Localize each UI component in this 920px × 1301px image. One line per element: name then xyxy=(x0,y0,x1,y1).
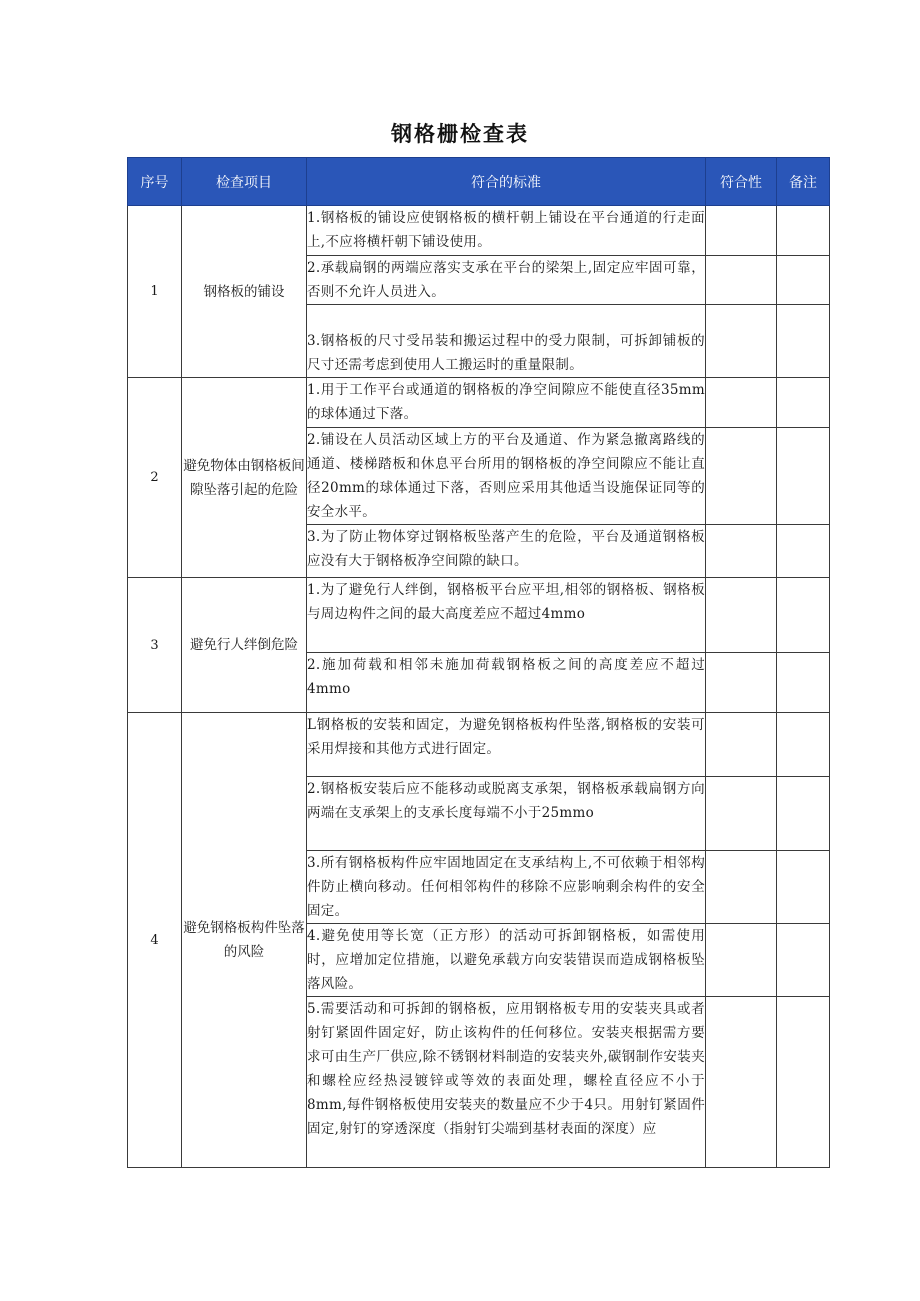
table-header-row xyxy=(128,158,830,206)
remark-cell[interactable] xyxy=(777,256,830,305)
conform-cell[interactable] xyxy=(706,924,777,997)
header-standard: 符合的标准 xyxy=(307,158,706,206)
table-row xyxy=(128,713,830,777)
remark-cell[interactable] xyxy=(777,997,830,1168)
standard-cell: 1.用于工作平台或通道的钢格板的净空间隙应不能使直径35mm的球体通过下落。 xyxy=(307,378,706,428)
standard-cell: L钢格板的安装和固定，为避免钢格板构件坠落,钢格板的安装可采用焊接和其他方式进行固定。 xyxy=(307,713,706,777)
seq-cell: 1 xyxy=(128,206,182,378)
remark-cell[interactable] xyxy=(777,378,830,428)
inspection-table xyxy=(127,157,830,1168)
conform-cell[interactable] xyxy=(706,713,777,777)
remark-cell[interactable] xyxy=(777,578,830,653)
conform-cell[interactable] xyxy=(706,777,777,851)
table-row xyxy=(128,378,830,428)
seq-cell: 4 xyxy=(128,713,182,1168)
table-row xyxy=(128,206,830,256)
conform-cell[interactable] xyxy=(706,428,777,525)
remark-cell[interactable] xyxy=(777,653,830,713)
item-cell: 避免行人绊倒危险 xyxy=(182,578,307,713)
remark-cell[interactable] xyxy=(777,525,830,578)
standard-cell: 1.为了避免行人绊倒，钢格板平台应平坦,相邻的钢格板、钢格板与周边构件之间的最大高度差应不超过4mmo xyxy=(307,578,706,653)
remark-cell[interactable] xyxy=(777,851,830,924)
conform-cell[interactable] xyxy=(706,851,777,924)
standard-cell: 2.承载扁钢的两端应落实支承在平台的梁架上,固定应牢固可靠，否则不允许人员进入。 xyxy=(307,256,706,305)
remark-cell[interactable] xyxy=(777,305,830,378)
standard-cell: 3.所有钢格板构件应牢固地固定在支承结构上,不可依赖于相邻构件防止横向移动。任何相邻构件的移除不应影响剩余构件的安全固定。 xyxy=(307,851,706,924)
conform-cell[interactable] xyxy=(706,653,777,713)
standard-cell: 2.铺设在人员活动区域上方的平台及通道、作为紧急撤离路线的通道、楼梯踏板和休息平台所用的钢格板的净空间隙应不能让直径20mm的球体通过下落，否则应采用其他适当设施保证同等的安全水平。 xyxy=(307,428,706,525)
remark-cell[interactable] xyxy=(777,777,830,851)
conform-cell[interactable] xyxy=(706,525,777,578)
remark-cell[interactable] xyxy=(777,206,830,256)
header-seq: 序号 xyxy=(128,158,182,206)
item-cell: 避免物体由钢格板间隙坠落引起的危险 xyxy=(182,378,307,578)
standard-cell: 2.施加荷载和相邻未施加荷载钢格板之间的高度差应不超过4mmo xyxy=(307,653,706,713)
item-cell: 钢格板的铺设 xyxy=(182,206,307,378)
standard-cell: 2.钢格板安装后应不能移动或脱离支承架，钢格板承载扁钢方向两端在支承架上的支承长度每端不小于25mmo xyxy=(307,777,706,851)
remark-cell[interactable] xyxy=(777,924,830,997)
standard-cell: 5.需要活动和可拆卸的钢格板，应用钢格板专用的安装夹具或者射钉紧固件固定好，防止该构件的任何移位。安装夹根据需方要求可由生产厂供应,除不锈钢材料制造的安装夹外,碳钢制作安装夹和螺栓应经热浸镀锌或等效的表面处理，螺栓直径应不小于8mm,每件钢格板使用安装夹的数量应不少于4只。用射钉紧固件固定,射钉的穿透深度（指射钉尖端到基材表面的深度）应 xyxy=(307,997,706,1168)
conform-cell[interactable] xyxy=(706,206,777,256)
seq-cell: 3 xyxy=(128,578,182,713)
conform-cell[interactable] xyxy=(706,305,777,378)
standard-cell: 3.钢格板的尺寸受吊装和搬运过程中的受力限制，可拆卸铺板的尺寸还需考虑到使用人工搬运时的重量限制。 xyxy=(307,305,706,378)
header-conform: 符合性 xyxy=(706,158,777,206)
page-title: 钢格栅检查表 xyxy=(391,122,529,146)
conform-cell[interactable] xyxy=(706,256,777,305)
standard-cell: 1.钢格板的铺设应使钢格板的横杆朝上铺设在平台通道的行走面上,不应将横杆朝下铺设使用。 xyxy=(307,206,706,256)
remark-cell[interactable] xyxy=(777,713,830,777)
seq-cell: 2 xyxy=(128,378,182,578)
remark-cell[interactable] xyxy=(777,428,830,525)
standard-cell: 3.为了防止物体穿过钢格板坠落产生的危险，平台及通道钢格板应没有大于钢格板净空间隙的缺口。 xyxy=(307,525,706,578)
item-cell: 避免钢格板构件坠落的风险 xyxy=(182,713,307,1168)
conform-cell[interactable] xyxy=(706,378,777,428)
header-remark: 备注 xyxy=(777,158,830,206)
table-row xyxy=(128,578,830,653)
conform-cell[interactable] xyxy=(706,578,777,653)
standard-cell: 4.避免使用等长宽（正方形）的活动可拆卸钢格板，如需使用时，应增加定位措施，以避免承载方向安装错误而造成钢格板坠落风险。 xyxy=(307,924,706,997)
conform-cell[interactable] xyxy=(706,997,777,1168)
header-item: 检查项目 xyxy=(182,158,307,206)
